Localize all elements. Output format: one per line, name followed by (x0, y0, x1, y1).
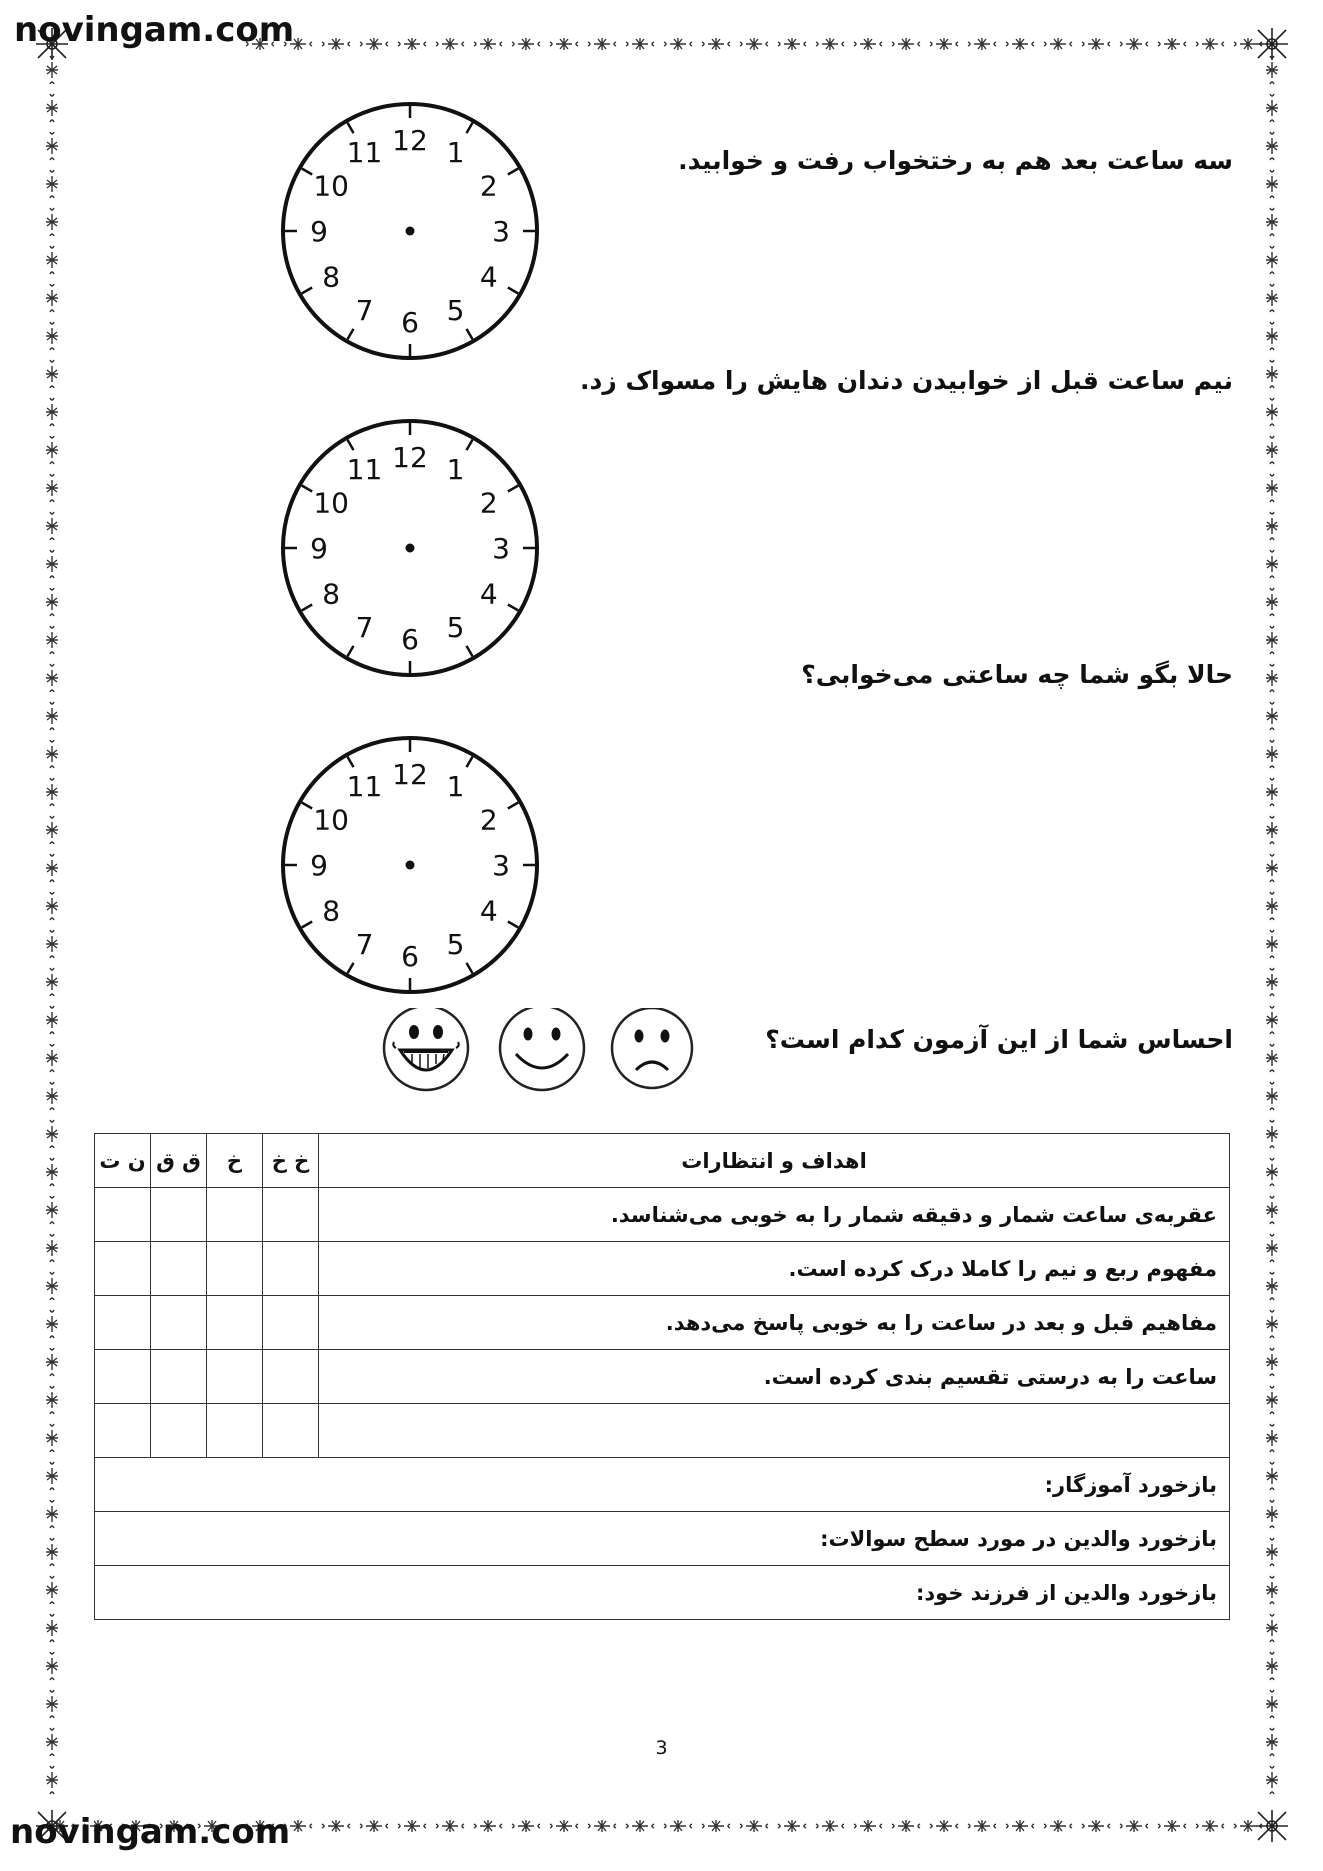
clock-number: 11 (346, 770, 383, 804)
evaluation-table (94, 1133, 1230, 1620)
clock-number: 7 (355, 293, 374, 327)
clock-number: 7 (355, 927, 374, 961)
clock-number: 1 (446, 136, 465, 170)
mark-cell[interactable] (263, 1242, 319, 1296)
clock-number: 11 (346, 453, 383, 487)
question-2: نیم ساعت قبل از خوابیدن دندان هایش را مسواک زد. (580, 366, 1233, 395)
mark-cell[interactable] (151, 1296, 207, 1350)
clock-number: 12 (392, 758, 428, 791)
mark-cell[interactable] (263, 1404, 319, 1458)
mark-cell[interactable] (207, 1242, 263, 1296)
watermark-top: novingam.com (14, 10, 295, 50)
mark-cell[interactable] (207, 1350, 263, 1404)
clock-number: 10 (313, 486, 350, 520)
header-mark-kh: خ (207, 1134, 263, 1188)
mark-cell[interactable] (95, 1242, 151, 1296)
table-row (95, 1188, 1230, 1242)
clock-face-3[interactable] (275, 730, 545, 1000)
mark-cell[interactable] (95, 1350, 151, 1404)
goal-cell: عقربه‌ی ساعت شمار و دقیقه شمار را به خوبی می‌شناسد. (319, 1188, 1230, 1242)
clock-number: 6 (401, 306, 419, 339)
feedback-teacher[interactable]: بازخورد آموزگار: (95, 1458, 1230, 1512)
clock-number: 2 (479, 803, 498, 837)
mark-cell[interactable] (95, 1404, 151, 1458)
question-3: حالا بگو شما چه ساعتی می‌خوابی؟ (801, 660, 1233, 689)
sad-face-icon[interactable] (612, 1008, 692, 1088)
clock-number: 2 (479, 486, 498, 520)
clock-number: 9 (310, 215, 328, 248)
table-header-row (95, 1134, 1230, 1188)
mark-cell[interactable] (263, 1296, 319, 1350)
header-mark-kh-kh: خ خ (263, 1134, 319, 1188)
big-smile-face-icon[interactable] (384, 1008, 468, 1090)
feedback-row (95, 1512, 1230, 1566)
clock-number: 12 (392, 124, 428, 157)
smile-face-icon[interactable] (500, 1008, 584, 1090)
clock-number: 10 (313, 803, 350, 837)
clock-number: 3 (492, 215, 510, 248)
clock-number: 1 (446, 770, 465, 804)
table-row (95, 1350, 1230, 1404)
header-mark-n-t: ن ت (95, 1134, 151, 1188)
table-row (95, 1242, 1230, 1296)
watermark-bottom: novingam.com (10, 1812, 291, 1852)
clock-number: 12 (392, 441, 428, 474)
table-row (95, 1296, 1230, 1350)
mark-cell[interactable] (95, 1188, 151, 1242)
mark-cell[interactable] (151, 1404, 207, 1458)
clock-number: 8 (322, 894, 341, 928)
clock-number: 3 (492, 532, 510, 565)
question-1: سه ساعت بعد هم به رختخواب رفت و خوابید. (678, 146, 1233, 175)
clock-face-2[interactable] (275, 413, 545, 683)
clock-number: 9 (310, 849, 328, 882)
clock-number: 3 (492, 849, 510, 882)
mark-cell[interactable] (207, 1188, 263, 1242)
clock-number: 4 (479, 577, 498, 611)
feedback-row (95, 1566, 1230, 1620)
feedback-parents-child[interactable]: بازخورد والدین از فرزند خود: (95, 1566, 1230, 1620)
goal-cell: مفاهیم قبل و بعد در ساعت را به خوبی پاسخ می‌دهد. (319, 1296, 1230, 1350)
clock-number: 9 (310, 532, 328, 565)
header-goals: اهداف و انتظارات (319, 1134, 1230, 1188)
goal-cell: ساعت را به درستی تقسیم بندی کرده است. (319, 1350, 1230, 1404)
mark-cell[interactable] (207, 1296, 263, 1350)
clock-face-1[interactable] (275, 96, 545, 366)
clock-number: 6 (401, 940, 419, 973)
clock-number: 6 (401, 623, 419, 656)
feeling-faces (378, 1008, 698, 1108)
mark-cell[interactable] (263, 1188, 319, 1242)
clock-number: 5 (446, 927, 465, 961)
clock-number: 7 (355, 610, 374, 644)
clock-number: 2 (479, 169, 498, 203)
mark-cell[interactable] (151, 1350, 207, 1404)
goal-cell (319, 1404, 1230, 1458)
mark-cell[interactable] (151, 1242, 207, 1296)
clock-number: 10 (313, 169, 350, 203)
question-4: احساس شما از این آزمون کدام است؟ (765, 1025, 1233, 1054)
goal-cell: مفهوم ربع و نیم را کاملا درک کرده است. (319, 1242, 1230, 1296)
table-row (95, 1404, 1230, 1458)
clock-number: 5 (446, 610, 465, 644)
page-number: 3 (655, 1737, 668, 1759)
feedback-row (95, 1458, 1230, 1512)
clock-number: 11 (346, 136, 383, 170)
mark-cell[interactable] (263, 1350, 319, 1404)
clock-number: 4 (479, 260, 498, 294)
clock-number: 8 (322, 577, 341, 611)
mark-cell[interactable] (207, 1404, 263, 1458)
clock-number: 4 (479, 894, 498, 928)
header-mark-gh-gh: ق ق (151, 1134, 207, 1188)
feedback-parents-questions[interactable]: بازخورد والدین در مورد سطح سوالات: (95, 1512, 1230, 1566)
clock-number: 8 (322, 260, 341, 294)
mark-cell[interactable] (95, 1296, 151, 1350)
clock-number: 1 (446, 453, 465, 487)
mark-cell[interactable] (151, 1188, 207, 1242)
clock-number: 5 (446, 293, 465, 327)
